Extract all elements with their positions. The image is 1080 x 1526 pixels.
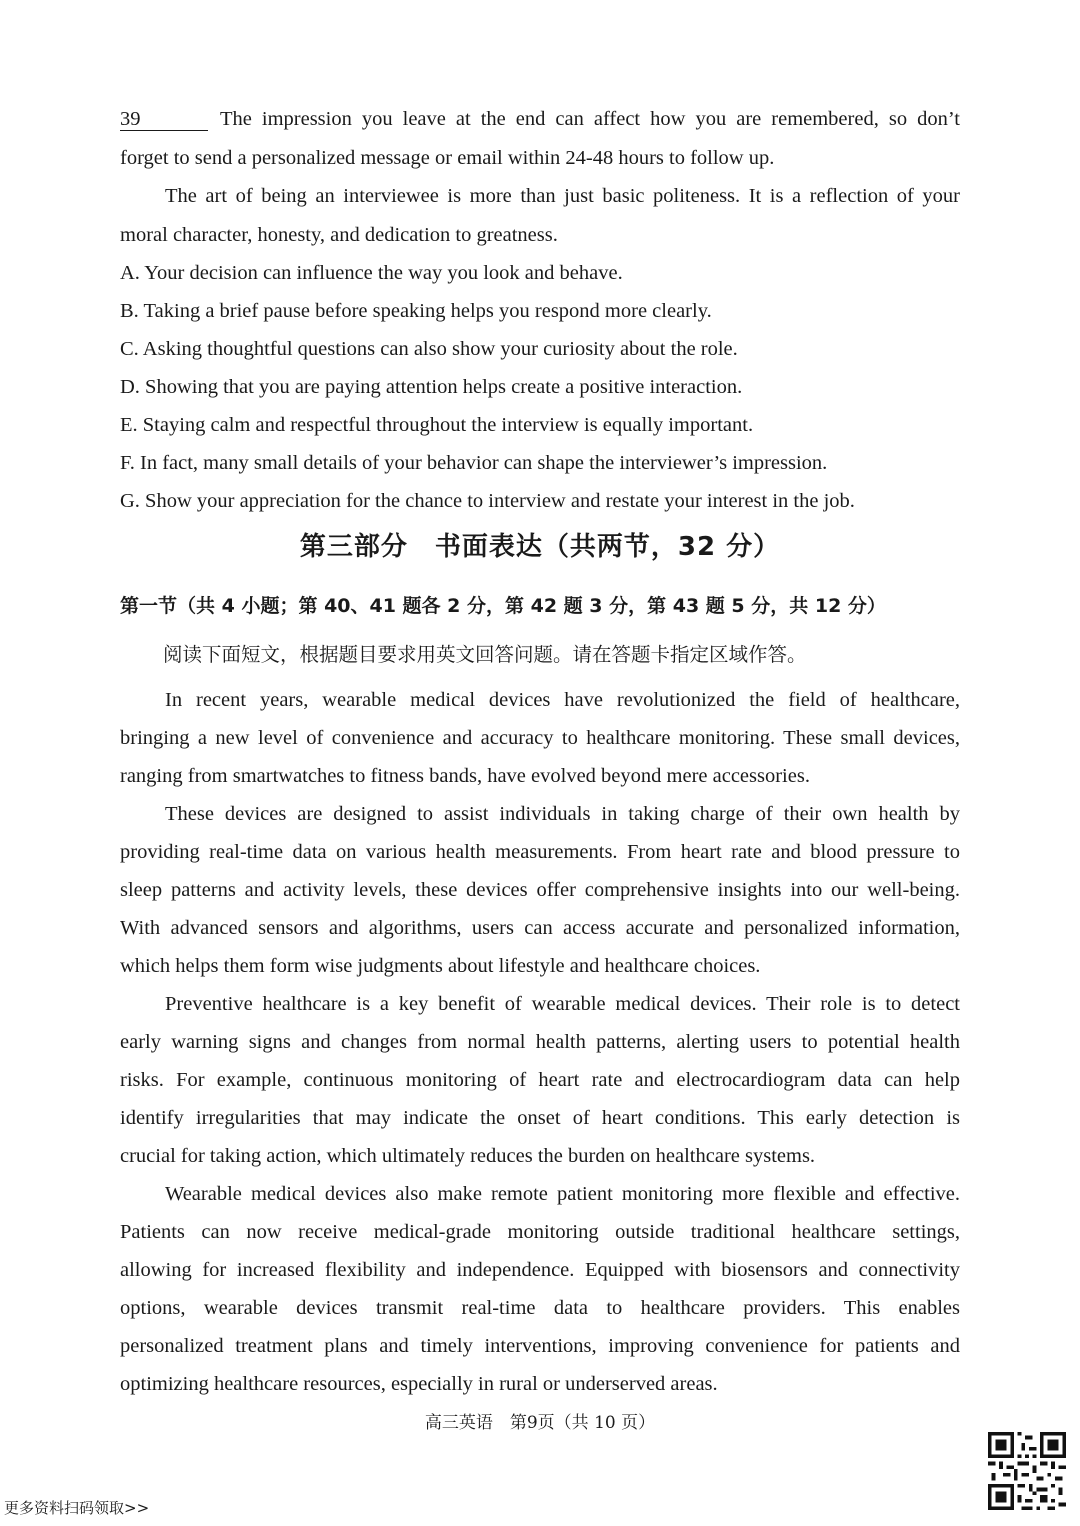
passage-line: Wearable medical devices also make remote patient monitoring more flexible and effective. — [165, 1183, 960, 1205]
q39-text: The impression you leave at the end can affect how you are remembered, so don’t — [220, 108, 960, 130]
option-d: D. Showing that you are paying attention helps create a positive interaction. — [120, 376, 743, 398]
option-c: C. Asking thoughtful questions can also show your curiosity about the role. — [120, 338, 738, 360]
q39-line-2: forget to send a personalized message or email within 24-48 hours to follow up. — [120, 147, 775, 169]
passage-line: identify irregularities that may indicate the onset of heart conditions. This early detection is — [120, 1107, 960, 1129]
passage-line: bringing a new level of convenience and accuracy to healthcare monitoring. These small devices, — [120, 727, 960, 749]
option-a: A. Your decision can influence the way you look and behave. — [120, 262, 623, 284]
passage-line: personalized treatment plans and timely interventions, improving convenience for patients and — [120, 1335, 960, 1357]
passage-line: Patients can now receive medical-grade monitoring outside traditional healthcare settings, — [120, 1221, 960, 1243]
passage-line: In recent years, wearable medical devices have revolutionized the field of healthcare, — [165, 689, 960, 711]
passage-line: early warning signs and changes from normal health patterns, alerting users to potential health — [120, 1031, 960, 1053]
section1-instruction: 阅读下面短文，根据题目要求用英文回答问题。请在答题卡指定区域作答。 — [163, 643, 807, 666]
scan-note: 更多资料扫码领取>> — [4, 1499, 150, 1517]
passage-line: options, wearable devices transmit real-time data to healthcare providers. This enables — [120, 1297, 960, 1319]
passage-line: Preventive healthcare is a key benefit of wearable medical devices. Their role is to detect — [165, 993, 960, 1015]
part3-heading: 第三部分 书面表达（共两节，32 分） — [299, 532, 781, 562]
closing-line-1: The art of being an interviewee is more than just basic politeness. It is a reflection of your — [165, 185, 960, 207]
passage-line: crucial for taking action, which ultimately reduces the burden on healthcare systems. — [120, 1145, 816, 1167]
passage-line: With advanced sensors and algorithms, users can access accurate and personalized information, — [120, 917, 960, 939]
passage-line: providing real-time data on various health measurements. From heart rate and blood pressure to — [120, 841, 960, 863]
section1-heading: 第一节（共 4 小题；第 40、41 题各 2 分，第 42 题 3 分，第 43 题 5 分，共 12 分） — [120, 595, 886, 617]
qr-code-icon[interactable] — [988, 1432, 1066, 1510]
option-b: B. Taking a brief pause before speaking helps you respond more clearly. — [120, 300, 712, 322]
passage-line: sleep patterns and activity levels, these devices offer comprehensive insights into our well-being. — [120, 879, 960, 901]
closing-line-2: moral character, honesty, and dedication to greatness. — [120, 224, 558, 246]
option-g: G. Show your appreciation for the chance to interview and restate your interest in the job. — [120, 490, 855, 512]
passage-line: risks. For example, continuous monitoring of heart rate and electrocardiogram data can help — [120, 1069, 960, 1091]
passage-line: optimizing healthcare resources, especially in rural or underserved areas. — [120, 1373, 718, 1395]
q39-line-1 — [120, 100, 960, 138]
page-footer: 高三英语 第9页（共 10 页） — [424, 1413, 656, 1433]
option-f: F. In fact, many small details of your behavior can shape the interviewer’s impression. — [120, 452, 828, 474]
passage-line: These devices are designed to assist individuals in taking charge of their own health by — [165, 803, 960, 825]
passage-line: allowing for increased flexibility and independence. Equipped with biosensors and connectivity — [120, 1259, 960, 1281]
passage-line: ranging from smartwatches to fitness bands, have evolved beyond mere accessories. — [120, 765, 810, 787]
passage-line: which helps them form wise judgments about lifestyle and healthcare choices. — [120, 955, 761, 977]
q39-blank: 39 — [120, 108, 208, 131]
option-e: E. Staying calm and respectful throughout the interview is equally important. — [120, 414, 754, 436]
